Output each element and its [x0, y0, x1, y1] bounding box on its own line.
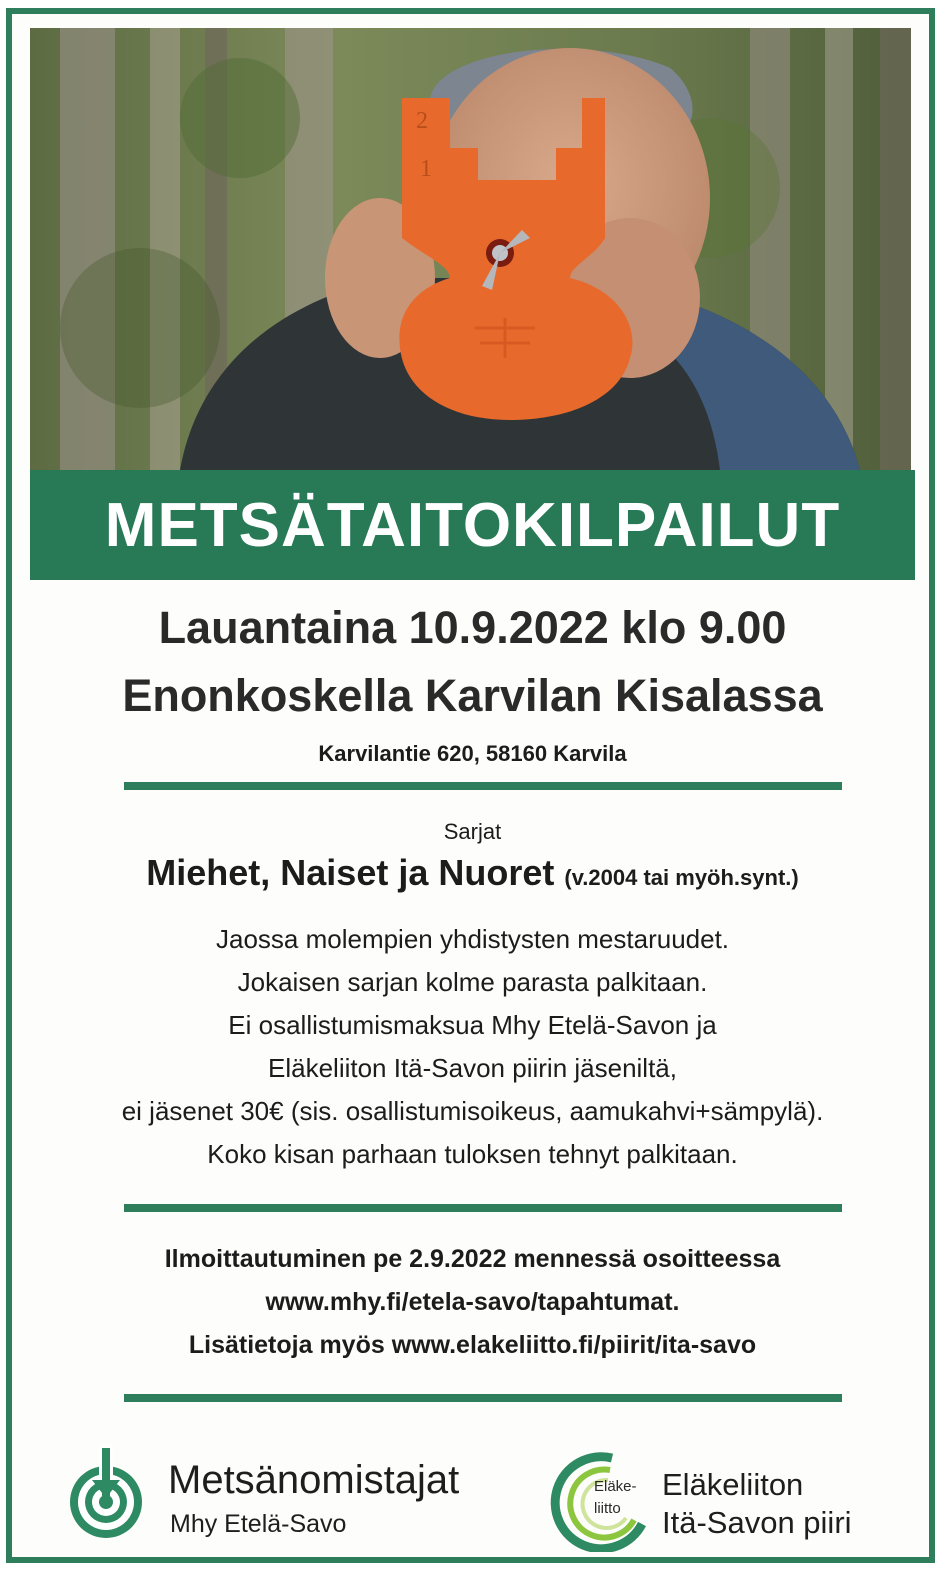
- series-heading: Sarjat: [443, 819, 502, 844]
- place-line: Enonkoskella Karvilan Kisalassa: [122, 670, 823, 721]
- info-paragraph: [30, 918, 915, 1176]
- info-line-2: Jokaisen sarjan kolme parasta palkitaan.: [237, 967, 708, 997]
- gauge-mark-2: 2: [416, 108, 428, 134]
- info-line-3: Ei osallistumismaksua Mhy Etelä-Savon ja: [228, 1010, 717, 1040]
- registration-block: [30, 1238, 915, 1367]
- title-band: [30, 470, 915, 580]
- info-line-4: Eläkeliiton Itä-Savon piirin jäseniltä,: [268, 1053, 677, 1083]
- gauge-mark-1: 1: [420, 156, 432, 182]
- date-line: Lauantaina 10.9.2022 klo 9.00: [158, 602, 787, 653]
- registration-line-1: Ilmoittautuminen pe 2.9.2022 mennessä osoitteessa: [164, 1245, 781, 1273]
- divider-2: [124, 1204, 842, 1212]
- hero-photo: [30, 28, 911, 470]
- series-main: Miehet, Naiset ja Nuoret: [146, 852, 555, 893]
- photo-person-with-gauge: [30, 28, 911, 470]
- forest-owners-name: Metsänomistajat: [168, 1458, 460, 1502]
- more-info-link[interactable]: Lisätietoja myös www.elakeliitto.fi/piirit/ita-savo: [188, 1331, 757, 1359]
- elakeliitto-inner-1: Eläke-: [594, 1478, 637, 1495]
- forest-owners-sub: Mhy Etelä-Savo: [170, 1510, 347, 1538]
- divider-3: [124, 1394, 842, 1402]
- info-line-5: ei jäsenet 30€ (sis. osallistumisoikeus, aamukahvi+sämpylä).: [121, 1096, 824, 1126]
- registration-link[interactable]: www.mhy.fi/etela-savo/tapahtumat.: [265, 1288, 680, 1316]
- elakeliitto-name-2: Itä-Savon piiri: [662, 1505, 852, 1540]
- divider-1: [124, 782, 842, 790]
- poster: [6, 8, 935, 1563]
- event-title: METSÄTAITOKILPAILUT: [104, 490, 841, 560]
- forest-owners-logo-icon: [64, 1444, 154, 1544]
- elakeliitto-inner-2: liitto: [594, 1500, 621, 1517]
- series-note: (v.2004 tai myöh.synt.): [564, 865, 799, 890]
- info-line-1: Jaossa molempien yhdistysten mestaruudet.: [215, 924, 730, 954]
- series-line: [30, 852, 915, 894]
- elakeliitto-name-1: Eläkeliiton: [662, 1467, 804, 1502]
- info-line-6: Koko kisan parhaan tuloksen tehnyt palkitaan.: [207, 1139, 738, 1169]
- elakeliitto-logo: [550, 1452, 910, 1552]
- metsanomistajat-logo: [64, 1444, 504, 1554]
- address-line: Karvilantie 620, 58160 Karvila: [318, 741, 627, 766]
